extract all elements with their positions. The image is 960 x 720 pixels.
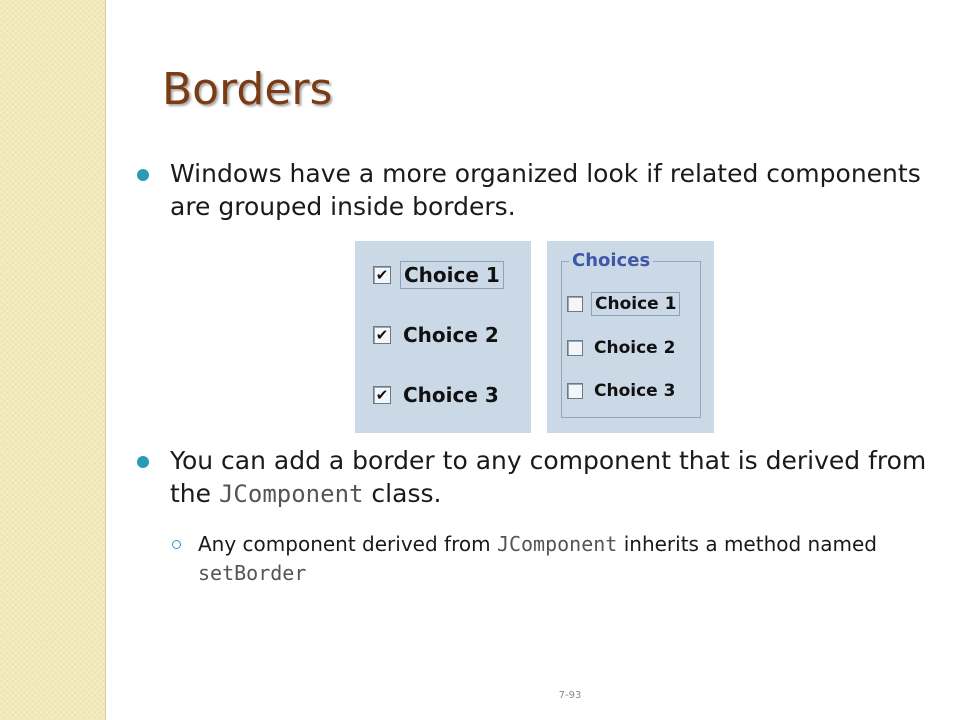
sub-bullet-text-part: Any component derived from [198,532,497,556]
checkbox-label[interactable]: Choice 3 [403,383,499,407]
sub-bullet-text-part: inherits a method named [617,532,877,556]
page-number: 7-93 [558,690,582,701]
checkbox-row-choice-3[interactable] [567,376,678,406]
bullet-dot-icon [137,169,149,181]
sub-bullet-text [198,530,942,588]
checkbox-row-choice-1[interactable] [373,260,504,290]
decorative-side-strip [0,0,106,720]
checkbox-label[interactable]: Choice 1 [591,292,680,316]
bullet-text [170,444,927,511]
bullet-text: Windows have a more organized look if related components are grouped inside borders. [170,159,921,221]
bullet-text-part: You can add a border to any component that is derived from the [170,446,927,508]
checkbox-row-choice-1[interactable] [567,289,680,319]
titled-border-panel [547,241,714,433]
bullet-item [137,444,927,511]
checkbox-unchecked-icon[interactable] [567,383,583,399]
checkbox-checked-icon[interactable]: ✔ [373,386,391,404]
plain-checkbox-panel [355,241,531,433]
checkbox-unchecked-icon[interactable] [567,340,583,356]
sub-bullet-item [172,530,942,588]
code-jcomponent: JComponent [496,532,618,556]
border-title: Choices [569,250,653,271]
checkbox-checked-icon[interactable]: ✔ [373,266,391,284]
checkbox-label[interactable]: Choice 2 [403,323,499,347]
slide-title: Borders [162,64,333,115]
checkbox-row-choice-2[interactable] [567,333,678,363]
sub-bullet-ring-icon [172,540,181,549]
checkbox-label[interactable]: Choice 3 [594,381,676,401]
checkbox-row-choice-3[interactable] [373,380,502,410]
checkbox-unchecked-icon[interactable] [567,296,583,312]
checkbox-label[interactable]: Choice 2 [594,338,676,358]
checkbox-row-choice-2[interactable] [373,320,502,350]
code-setborder: setBorder [198,561,307,585]
code-jcomponent: JComponent [218,480,364,508]
checkbox-checked-icon[interactable]: ✔ [373,326,391,344]
checkbox-label[interactable]: Choice 1 [400,261,504,289]
bullet-text-part: class. [363,479,442,508]
bullet-item [137,157,927,223]
bullet-dot-icon [137,456,149,468]
